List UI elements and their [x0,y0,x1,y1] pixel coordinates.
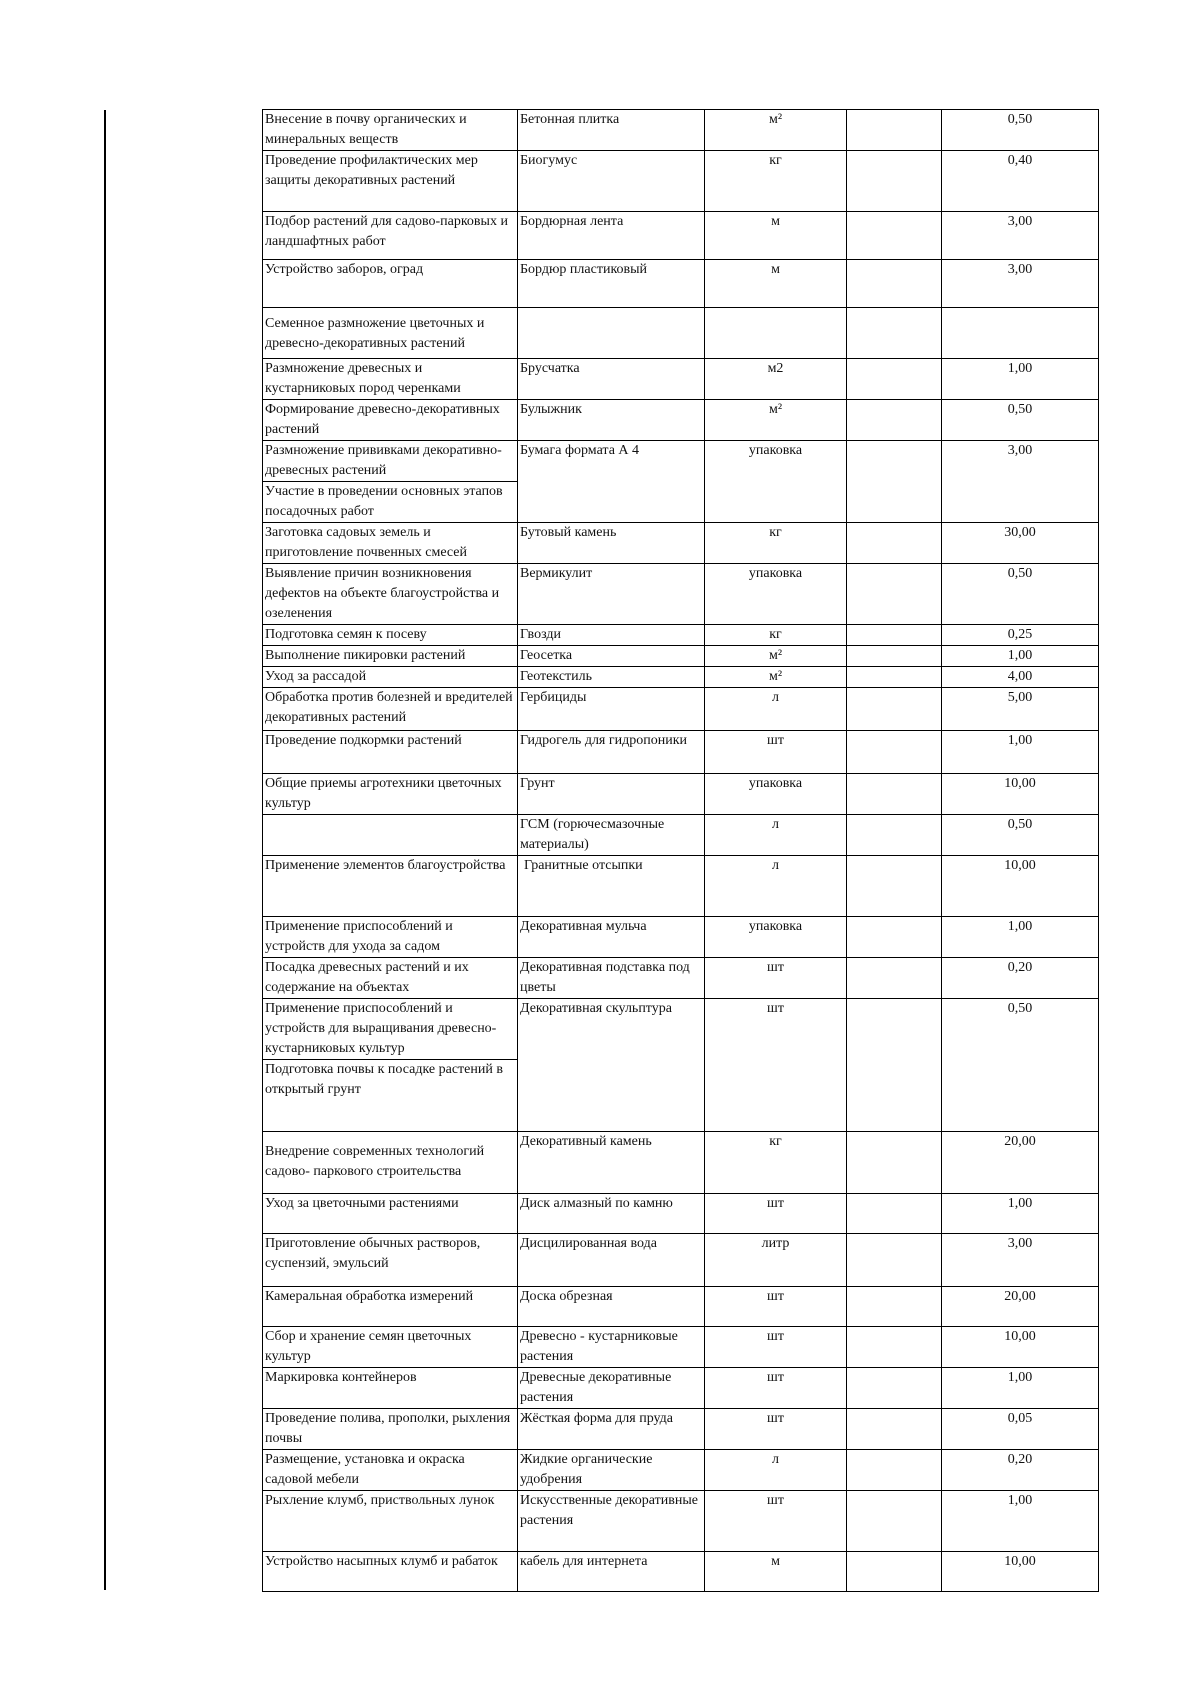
material-cell: Жидкие органические удобрения [518,1450,705,1491]
qty-cell: 3,00 [942,212,1099,260]
empty-cell [847,441,942,523]
empty-cell [847,856,942,917]
qty-cell: 10,00 [942,1552,1099,1592]
unit-cell: кг [705,625,847,646]
work-cell: Размещение, установка и окраска садовой мебели [263,1450,518,1491]
work-cell: Обработка против болезней и вредителей декоративных растений [263,688,518,731]
material-cell: Древесные декоративные растения [518,1368,705,1409]
qty-cell: 4,00 [942,667,1099,688]
empty-cell [847,815,942,856]
material-cell: ГСМ (горючесмазочные материалы) [518,815,705,856]
empty-cell [847,1194,942,1234]
table-row [263,151,1099,212]
material-cell: Гранитные отсыпки [518,856,705,917]
unit-cell: упаковка [705,917,847,958]
empty-cell [847,667,942,688]
table-row [263,400,1099,441]
work-cell: Семенное размножение цветочных и древесно-декоративных растений [263,308,518,359]
empty-cell [847,625,942,646]
qty-cell: 20,00 [942,1287,1099,1327]
table-row [263,688,1099,731]
material-cell: Декоративная мульча [518,917,705,958]
empty-cell [847,958,942,999]
unit-cell: м² [705,646,847,667]
unit-cell: шт [705,731,847,774]
qty-cell: 1,00 [942,1194,1099,1234]
work-cell: Формирование древесно-декоративных растений [263,400,518,441]
empty-cell [847,731,942,774]
unit-cell [705,308,847,359]
empty-cell [847,917,942,958]
unit-cell: л [705,1450,847,1491]
table-row [263,1450,1099,1491]
qty-cell: 0,50 [942,815,1099,856]
material-cell [518,308,705,359]
work-cell: Маркировка контейнеров [263,1368,518,1409]
material-cell: Декоративная подставка под цветы [518,958,705,999]
work-cell: Проведение подкормки растений [263,731,518,774]
material-cell: Гвозди [518,625,705,646]
table-row [263,999,1099,1060]
work-cell: Устройство заборов, оград [263,260,518,308]
work-cell: Внедрение современных технологий садово- паркового строительства [263,1132,518,1194]
material-cell: Искусственные декоративные растения [518,1491,705,1552]
qty-cell: 0,25 [942,625,1099,646]
work-cell: Подготовка семян к посеву [263,625,518,646]
unit-cell: шт [705,1368,847,1409]
work-cell: Размножение древесных и кустарниковых пород черенками [263,359,518,400]
empty-cell [847,1132,942,1194]
qty-cell: 20,00 [942,1132,1099,1194]
empty-cell [847,1409,942,1450]
work-cell: Устройство насыпных клумб и рабаток [263,1552,518,1592]
unit-cell: м2 [705,359,847,400]
table-row [263,1132,1099,1194]
empty-cell [847,774,942,815]
table-row [263,1327,1099,1368]
material-cell: Бутовый камень [518,523,705,564]
margin-line [104,110,106,1590]
qty-cell: 3,00 [942,260,1099,308]
qty-cell: 3,00 [942,441,1099,523]
unit-cell: шт [705,1194,847,1234]
empty-cell [847,1234,942,1287]
work-cell: Камеральная обработка измерений [263,1287,518,1327]
qty-cell: 1,00 [942,917,1099,958]
unit-cell: л [705,815,847,856]
material-cell: Декоративный камень [518,1132,705,1194]
unit-cell: упаковка [705,441,847,523]
qty-cell: 10,00 [942,774,1099,815]
table-row [263,815,1099,856]
unit-cell: м [705,1552,847,1592]
table-row [263,212,1099,260]
work-cell: Рыхление клумб, приствольных лунок [263,1491,518,1552]
material-cell: Доска обрезная [518,1287,705,1327]
table-row [263,625,1099,646]
empty-cell [847,359,942,400]
material-cell: Древесно - кустарниковые растения [518,1327,705,1368]
unit-cell: кг [705,1132,847,1194]
table-row [263,564,1099,625]
qty-cell: 0,20 [942,958,1099,999]
work-cell: Посадка древесных растений и их содержание на объектах [263,958,518,999]
table-row [263,359,1099,400]
unit-cell: шт [705,999,847,1132]
table-row [263,731,1099,774]
qty-cell: 10,00 [942,1327,1099,1368]
table-row [263,110,1099,151]
empty-cell [847,400,942,441]
work-cell: Общие приемы агротехники цветочных культур [263,774,518,815]
material-cell: Жёсткая форма для пруда [518,1409,705,1450]
work-cell: Применение приспособлений и устройств для ухода за садом [263,917,518,958]
empty-cell [847,212,942,260]
work-cell: Внесение в почву органических и минеральных веществ [263,110,518,151]
table-row [263,1368,1099,1409]
table-row [263,774,1099,815]
qty-cell: 1,00 [942,646,1099,667]
empty-cell [847,646,942,667]
qty-cell: 0,50 [942,564,1099,625]
material-cell: Биогумус [518,151,705,212]
work-cell: Выявление причин возникновения дефектов на объекте благоустройства и озеленения [263,564,518,625]
work-cell: Проведение полива, прополки, рыхления почвы [263,1409,518,1450]
qty-cell: 0,50 [942,110,1099,151]
table-row [263,1491,1099,1552]
qty-cell: 30,00 [942,523,1099,564]
table-row [263,646,1099,667]
material-cell: Булыжник [518,400,705,441]
work-cell: Сбор и хранение семян цветочных культур [263,1327,518,1368]
qty-cell: 1,00 [942,1368,1099,1409]
material-cell: Дисцилированная вода [518,1234,705,1287]
unit-cell: л [705,688,847,731]
empty-cell [847,110,942,151]
qty-cell: 0,50 [942,999,1099,1132]
unit-cell: шт [705,1327,847,1368]
table-row [263,917,1099,958]
materials-table [262,109,1099,1592]
material-cell: Геотекстиль [518,667,705,688]
unit-cell: кг [705,151,847,212]
empty-cell [847,999,942,1132]
empty-cell [847,1491,942,1552]
empty-cell [847,1327,942,1368]
table-row [263,1287,1099,1327]
work-cell: Применение приспособлений и устройств для выращивания древесно-кустарниковых культур [263,999,518,1060]
qty-cell [942,308,1099,359]
qty-cell: 3,00 [942,1234,1099,1287]
material-cell: Бетонная плитка [518,110,705,151]
unit-cell: упаковка [705,774,847,815]
table-row [263,1409,1099,1450]
unit-cell: шт [705,958,847,999]
empty-cell [847,151,942,212]
table-row [263,441,1099,482]
work-cell: Приготовление обычных растворов, суспензий, эмульсий [263,1234,518,1287]
qty-cell: 0,05 [942,1409,1099,1450]
empty-cell [847,308,942,359]
table-row [263,667,1099,688]
work-cell: Размножение прививками декоративно- древесных растений [263,441,518,482]
work-cell [263,815,518,856]
material-cell: Гидрогель для гидропоники [518,731,705,774]
unit-cell: упаковка [705,564,847,625]
unit-cell: м [705,212,847,260]
qty-cell: 0,50 [942,400,1099,441]
empty-cell [847,1287,942,1327]
work-cell: Заготовка садовых земель и приготовление почвенных смесей [263,523,518,564]
material-cell: Брусчатка [518,359,705,400]
qty-cell: 10,00 [942,856,1099,917]
work-cell: Уход за рассадой [263,667,518,688]
qty-cell: 0,20 [942,1450,1099,1491]
material-cell: Диск алмазный по камню [518,1194,705,1234]
unit-cell: м [705,260,847,308]
work-cell: Подготовка почвы к посадке растений в открытый грунт [263,1060,518,1132]
table-row [263,856,1099,917]
table-row [263,958,1099,999]
table-row [263,1194,1099,1234]
material-cell: Вермикулит [518,564,705,625]
work-cell: Выполнение пикировки растений [263,646,518,667]
unit-cell: шт [705,1491,847,1552]
empty-cell [847,1450,942,1491]
empty-cell [847,688,942,731]
material-cell: Бордюрная лента [518,212,705,260]
table-row [263,260,1099,308]
unit-cell: м² [705,667,847,688]
material-cell: кабель для интернета [518,1552,705,1592]
material-cell: Гербициды [518,688,705,731]
unit-cell: шт [705,1287,847,1327]
empty-cell [847,1368,942,1409]
unit-cell: шт [705,1409,847,1450]
empty-cell [847,564,942,625]
unit-cell: литр [705,1234,847,1287]
table-row [263,1234,1099,1287]
work-cell: Подбор растений для садово-парковых и ландшафтных работ [263,212,518,260]
table-row [263,1552,1099,1592]
material-cell: Геосетка [518,646,705,667]
work-cell: Уход за цветочными растениями [263,1194,518,1234]
empty-cell [847,1552,942,1592]
empty-cell [847,523,942,564]
work-cell: Проведение профилактических мер защиты декоративных растений [263,151,518,212]
material-cell: Грунт [518,774,705,815]
qty-cell: 1,00 [942,731,1099,774]
qty-cell: 1,00 [942,1491,1099,1552]
table-row [263,523,1099,564]
unit-cell: м² [705,110,847,151]
unit-cell: л [705,856,847,917]
table-row [263,308,1099,359]
material-cell: Декоративная скульптура [518,999,705,1132]
empty-cell [847,260,942,308]
qty-cell: 5,00 [942,688,1099,731]
work-cell: Применение элементов благоустройства [263,856,518,917]
unit-cell: кг [705,523,847,564]
material-cell: Бордюр пластиковый [518,260,705,308]
material-cell: Бумага формата А 4 [518,441,705,523]
qty-cell: 0,40 [942,151,1099,212]
work-cell: Участие в проведении основных этапов посадочных работ [263,482,518,523]
qty-cell: 1,00 [942,359,1099,400]
unit-cell: м² [705,400,847,441]
